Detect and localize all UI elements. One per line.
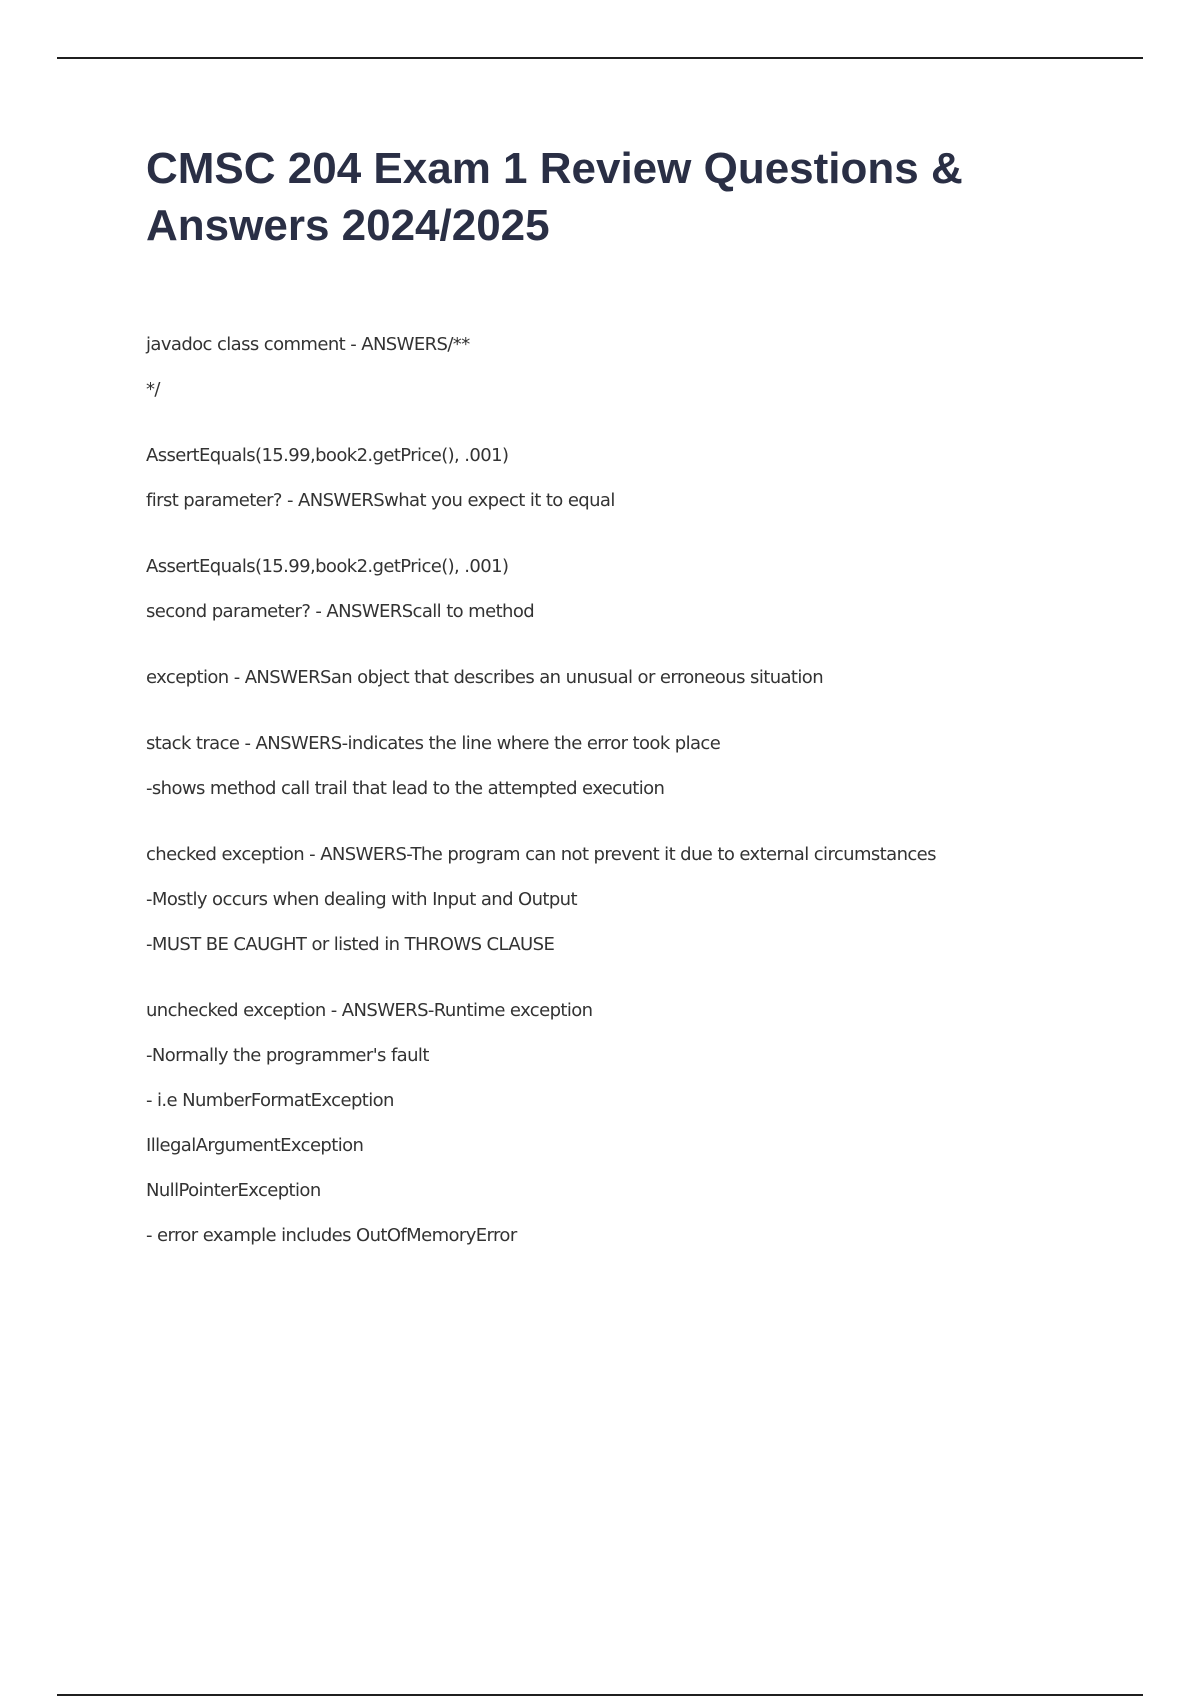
entry-line: unchecked exception - ANSWERS-Runtime exception — [146, 1000, 593, 1021]
entry-line: AssertEquals(15.99,book2.getPrice(), .001) — [146, 445, 509, 466]
entry-line: javadoc class comment - ANSWERS/** — [146, 334, 470, 355]
qa-entry-first-parameter — [146, 446, 1106, 511]
document-title: CMSC 204 Exam 1 Review Questions & Answers 2024/2025 — [146, 144, 963, 250]
entry-line: -Normally the programmer's fault — [146, 1045, 429, 1066]
entry-line: -MUST BE CAUGHT or listed in THROWS CLAUSE — [146, 934, 555, 955]
qa-entry-second-parameter — [146, 557, 1106, 622]
qa-entry-stack-trace — [146, 734, 1106, 799]
entry-line: */ — [146, 379, 160, 400]
qa-entry-unchecked-exception — [146, 1001, 1106, 1246]
entry-line: AssertEquals(15.99,book2.getPrice(), .001) — [146, 556, 509, 577]
header-rule — [57, 57, 1143, 59]
entry-line: stack trace - ANSWERS-indicates the line where the error took place — [146, 733, 721, 754]
entry-line: -shows method call trail that lead to the attempted execution — [146, 778, 665, 799]
entry-line: checked exception - ANSWERS-The program can not prevent it due to external circumstances — [146, 844, 936, 865]
entry-line: -Mostly occurs when dealing with Input and Output — [146, 889, 577, 910]
qa-entry-javadoc — [146, 335, 1106, 400]
entry-line: first parameter? - ANSWERSwhat you expect it to equal — [146, 490, 615, 511]
entry-line: - error example includes OutOfMemoryError — [146, 1225, 517, 1246]
entry-line: - i.e NumberFormatException — [146, 1090, 394, 1111]
entry-line: second parameter? - ANSWERScall to method — [146, 601, 535, 622]
document-body — [146, 140, 1106, 1292]
entry-line: IllegalArgumentException — [146, 1135, 364, 1156]
qa-list — [146, 335, 1106, 1246]
qa-entry-exception — [146, 668, 1106, 688]
entry-line: NullPointerException — [146, 1180, 321, 1201]
entry-line: exception - ANSWERSan object that describes an unusual or erroneous situation — [146, 667, 824, 688]
qa-entry-checked-exception — [146, 845, 1106, 955]
footer-rule — [57, 1694, 1143, 1696]
